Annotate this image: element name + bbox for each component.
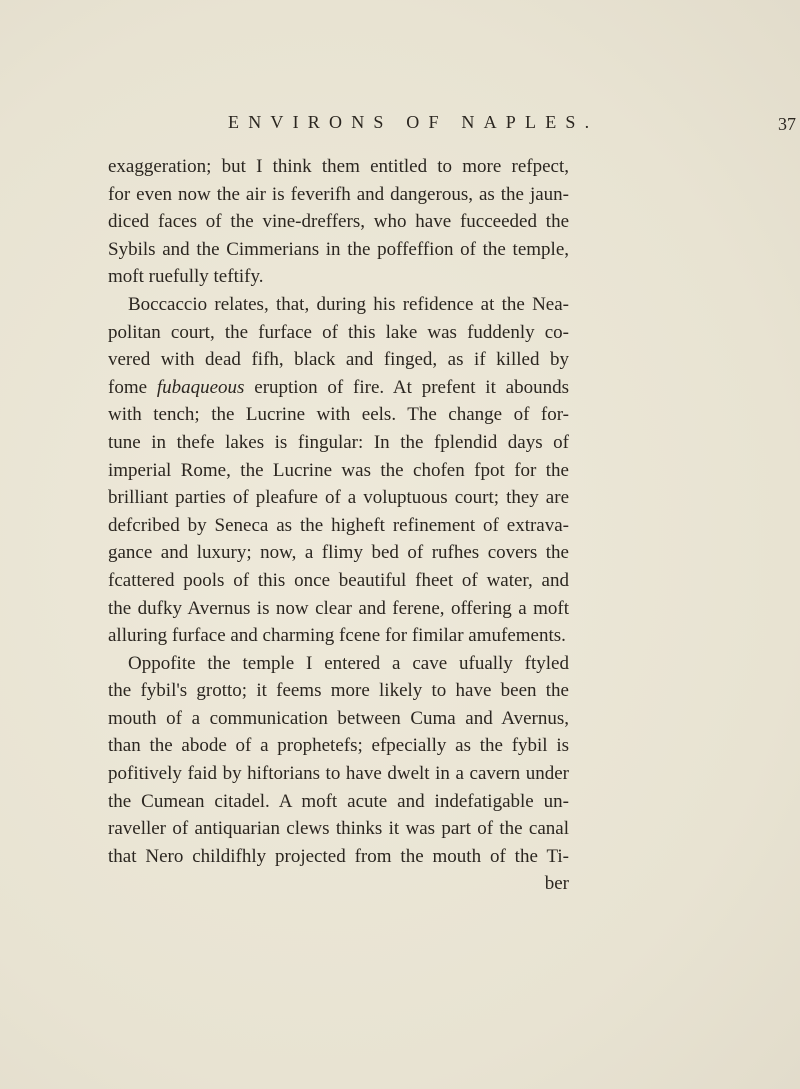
text-line: mouth of a communication between Cuma and Avernus, — [108, 707, 569, 729]
text-line: diced faces of the vine-dreffers, who have fucceeded the — [108, 211, 569, 233]
text-line: raveller of antiquarian clews thinks it was part of the canal — [108, 818, 569, 840]
text-line — [108, 374, 569, 402]
text-line: tune in thefe lakes is fingular: In the fplendid days of — [108, 431, 569, 453]
catchword: ber — [544, 873, 569, 895]
text-line: than the abode of a prophetefs; efpecially as the fybil is — [108, 735, 569, 757]
text-line: for even now the air is feverifh and dangerous, as the jaun- — [108, 183, 569, 205]
text-line: Oppofite the temple I entered a cave ufually ftyled — [128, 652, 569, 674]
text-line: with tench; the Lucrine with eels. The change of for- — [108, 404, 569, 426]
text-line: gance and luxury; now, a flimy bed of rufhes covers the — [108, 542, 569, 564]
text-segment: eruption of fire. At prefent it abounds — [244, 376, 569, 398]
text-line: Sybils and the Cimmerians in the poffeffion of the temple, — [108, 238, 569, 260]
text-line: the dufky Avernus is now clear and ferene, offering a moft — [108, 597, 569, 619]
text-line: alluring furface and charming fcene for fimilar amufements. — [108, 625, 566, 647]
italic-word: fubaqueous — [156, 376, 245, 398]
text-line: the Cumean citadel. A moft acute and indefatigable un- — [108, 790, 569, 812]
text-line: politan court, the furface of this lake was fuddenly co- — [108, 321, 569, 343]
text-line: vered with dead fifh, black and finged, as if killed by — [108, 349, 569, 371]
text-line: fcattered pools of this once beautiful fheet of water, and — [108, 569, 569, 591]
body-text — [108, 153, 569, 898]
text-line: defcribed by Seneca as the higheft refinement of extrava- — [108, 514, 569, 536]
page-number: 37 — [778, 114, 796, 134]
text-line: the fybil's grotto; it feems more likely to have been the — [108, 680, 569, 702]
running-title: ENVIRONS OF NAPLES. — [228, 112, 599, 132]
text-segment: fome — [108, 376, 157, 398]
text-line: exaggeration; but I think them entitled to more refpect, — [108, 156, 569, 177]
text-line: Boccaccio relates, that, during his refidence at the Nea- — [128, 293, 569, 315]
text-line: pofitively faid by hiftorians to have dwelt in a cavern under — [108, 763, 569, 785]
text-line: imperial Rome, the Lucrine was the chofen fpot for the — [108, 459, 569, 481]
text-line: that Nero childifhly projected from the mouth of the Ti- — [108, 845, 569, 867]
text-line: moft ruefully teftify. — [108, 266, 264, 288]
text-line: brilliant parties of pleafure of a voluptuous court; they are — [108, 487, 569, 509]
